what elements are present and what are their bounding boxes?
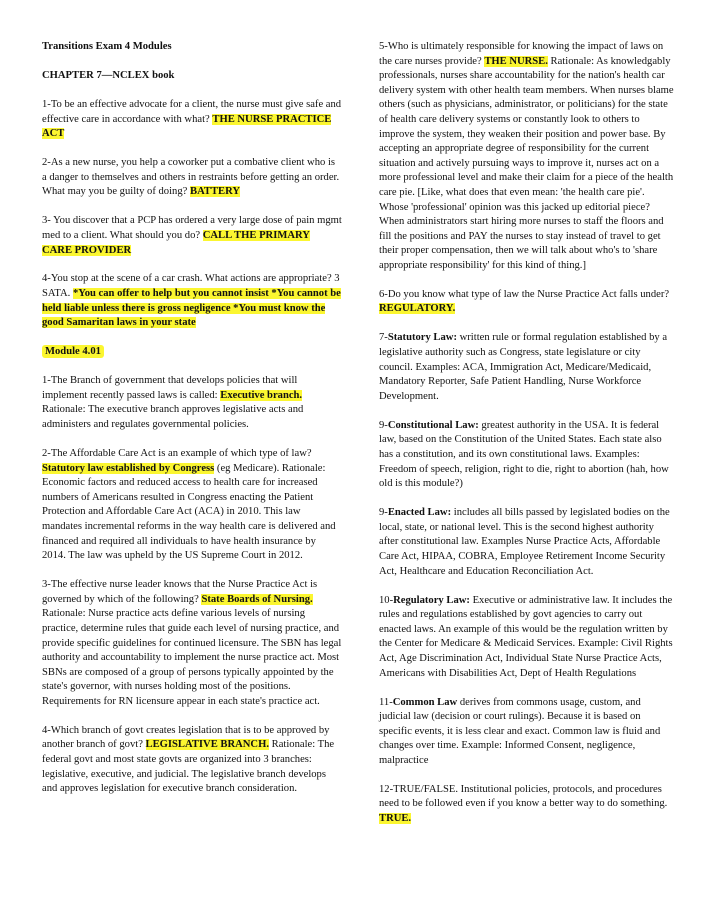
- module-heading: Module 4.01: [42, 345, 342, 360]
- definition-term: Enacted Law:: [387, 507, 452, 519]
- question-item: 3-The effective nurse leader knows that the Nurse Practice Act is governed by which of the following? State Boards of Nursing. Rationale: Nurse practice acts define various levels of nursing practice, determine rules that guide each level of nursing practice, and provide specific guidelines for continued licensure. The SBN has legal authority and accountability to implement the nurse practice act. Most SBNs are composed of a group of persons typically appointed by the state's governor, with nurses holding most of the positions. Requirements for RN licensure appear in each state's practice act.: [42, 579, 342, 707]
- rationale: Rationale: The executive branch approves legislative acts and administers and regulates governmental policies.: [42, 404, 304, 431]
- rationale: Rationale: Nurse practice acts define various levels of nursing practice, determine rules that guide each level of nursing practice, and provide specific guidelines for continued licensure. The SBN has legal authority and accountability to implement the nurse practice act. Most SBNs are composed of a group of persons typically appointed by the state's governor, with nurses holding most of the positions. Requirements for RN licensure appear in each state's practice act.: [42, 608, 342, 707]
- definition-term: Common Law: [392, 696, 458, 708]
- definition-term: Statutory Law:: [387, 332, 457, 344]
- question-item: 12-TRUE/FALSE. Institutional policies, protocols, and procedures need to be followed even if you know a better way to do something. TRUE.: [379, 783, 668, 825]
- question-item: 6-Do you know what type of law the Nurse Practice Act falls under? REGULATORY.: [379, 288, 670, 315]
- highlighted-answer: Executive branch.: [220, 389, 303, 401]
- definition-term: Regulatory Law:: [393, 594, 470, 606]
- definition-item: 9-Constitutional Law: greatest authority in the USA. It is federal law, based on the Constitution of the United States. Each state also has a constitution, and its own constitutional laws. Examples: Freedom of speech, religion, right to die, right to abortion (hah, how old is this module?): [379, 419, 669, 490]
- highlighted-answer: TRUE.: [379, 813, 412, 825]
- highlighted-answer: CALL THE PRIMARY CARE PROVIDER: [42, 229, 310, 256]
- highlighted-answer: BATTERY: [190, 186, 241, 198]
- highlighted-answer: LEGISLATIVE BRANCH.: [145, 739, 269, 751]
- question-item: 3- You discover that a PCP has ordered a very large dose of pain mgmt med to a client. What should you do? CALL THE PRIMARY CARE PROVIDER: [42, 215, 342, 256]
- highlighted-answer: THE NURSE.: [484, 55, 548, 67]
- question-item: 4-Which branch of govt creates legislation that is to be approved by another branch of govt? LEGISLATIVE BRANCH. Rationale: The federal govt and most state govts are organized into 3 branches: legislative, executive, and judicial. The legislative branch develops and approves legislation for executive branch consideration.: [42, 724, 335, 795]
- highlighted-answer: Statutory law established by Congress: [42, 462, 215, 474]
- highlighted-answer: State Boards of Nursing.: [201, 593, 313, 605]
- definition-term: Constitutional Law:: [387, 419, 479, 431]
- question-item: 2-As a new nurse, you help a coworker put a combative client who is a danger to themselves and others in restraints before getting an order. What may you be guilty of doing? BATTERY: [42, 157, 340, 198]
- definition-item: 10-Regulatory Law: Executive or administrative law. It includes the rules and regulations established by govt agencies to carry out enacted laws. An example of this would be the regulation written by the Center for Medicare & Medicaid Services. Example: Civil Rights Act, Age Discrimination Act, Individual State Nurse Practice Acts, Americans with Disabilities Act, Dept of Health Regulations: [379, 594, 673, 679]
- question-item: 4-You stop at the scene of a car crash. What actions are appropriate? 3 SATA. *You can offer to help but you cannot insist *You cannot be held liable unless there is gross negligence *You must know the good Samaritan laws in your state: [42, 273, 341, 329]
- question-item: 5-Who is ultimately responsible for knowing the impact of laws on the care nurses provide? THE NURSE. Rationale: As knowledgably professionals, nurses share accountability for the nation's health car delivery system with other health team members. When nurses blame others (such as physicians, administrator, or politicians) for the state of health care delivery systems or constantly look to others to improve the system, they weaken their position and power base. By accepting an appropriate degree of responsibility for the current situation and actively pursuing ways to improve it, nurses act on a more professional level and make their claim for a piece of the health care pie. [Like, what does that even mean: 'the health care pie'. Whose 'professional' opinion was this jacked up editorial piece? When administrators start hiring more nurses to staff the floors and fill the positions and PAY the nurses to stay instead of travel to get their proper compensation, then we will talk about who's to 'share appropriate responsibility' for this kind of thing.]: [379, 41, 674, 271]
- question-item: 2-The Affordable Care Act is an example of which type of law? Statutory law established by Congress (eg Medicare). Rationale: Economic factors and reduced access to health care for increased numbers of Americans resulted in Congress enacting the Patient Protection and Affordable Care Act (ACA) in 2010. This law mandates incremental reforms in the way health care is delivered and financed and required all individuals to have health insurance by 2014. The law was upheld by the US Supreme Court in 2012.: [42, 448, 336, 562]
- question-item: 1-To be an effective advocate for a client, the nurse must give safe and effective care in accordance with what? THE NURSE PRACTICE ACT: [42, 98, 342, 140]
- rationale: Rationale: As knowledgably professionals, nurses share accountability for the nation's health car delivery system with other health team members. When nurses blame others (such as physicians, administrator, or politicians) for the state of health care delivery systems or constantly look to others to improve the system, they weaken their position and power base. By accepting an appropriate degree of responsibility for the current situation and actively pursuing ways to improve it, nurses act on a more professional level and make their claim for a piece of the health care pie. [Like, what does that even mean: 'the health care pie'. Whose 'professional' opinion was this jacked up editorial piece? When administrators start hiring more nurses to staff the floors and fill the positions and PAY the nurses to stay instead of travel to get their proper compensation, then we will talk about who's to 'share appropriate responsibility' for this kind of thing.]: [379, 55, 674, 271]
- highlighted-answer: *You can offer to help but you cannot insist *You cannot be held liable unless there is gross negligence *You must know the good Samaritan laws in your state: [42, 288, 341, 329]
- definition-item: 7-Statutory Law: written rule or formal regulation established by a legislative authority such as Congress, state legislature or city council. Examples: ACA, Immigration Act, Medicare/Medicaid, Mandatory Reporter, Safe Patient Handling, Nurse Workforce Development.: [379, 332, 668, 402]
- definition-item: 9-Enacted Law: includes all bills passed by legislated bodies on the local, state, or national level. This is the second highest authority after constitutional law. Examples Nurse Practice Acts, Affordable Care Act, HIPAA, COBRA, Employee Retirement Income Security Act, Healthcare and Education Reconciliation Act.: [379, 507, 670, 577]
- highlighted-answer: REGULATORY.: [379, 303, 456, 315]
- question-item: 1-The Branch of government that develops policies that will implement recently passed laws is called: Executive branch. Rationale: The executive branch approves legislative acts and administers and regulates governmental policies.: [42, 375, 304, 431]
- chapter-heading: CHAPTER 7—NCLEX book: [42, 69, 175, 81]
- rationale: Rationale: The federal govt and most state govts are organized into 3 branches: legislative, executive, and judicial. The legislative branch develops and approves legislation for executive branch consideration.: [42, 739, 335, 795]
- rationale: (eg Medicare). Rationale: Economic factors and reduced access to health care for increased numbers of Americans resulted in Congress enacting the Patient Protection and Affordable Care Act (ACA) in 2010. This law mandates incremental reforms in the way health care is delivered and financed and required all individuals to have health insurance by 2014. The law was upheld by the US Supreme Court in 2012.: [42, 462, 336, 562]
- definition-item: 11-Common Law derives from commons usage, custom, and judicial law (decision or court rulings). Because it is based on specific events, it is less clear and exact. Common law is fluid and changes over time. Example: Informed Consent, negligence, malpractice: [379, 696, 661, 766]
- left-column: [42, 40, 342, 811]
- document-title: Transitions Exam 4 Modules: [42, 41, 172, 52]
- highlighted-answer: THE NURSE PRACTICE ACT: [42, 113, 332, 140]
- right-column: [379, 40, 675, 841]
